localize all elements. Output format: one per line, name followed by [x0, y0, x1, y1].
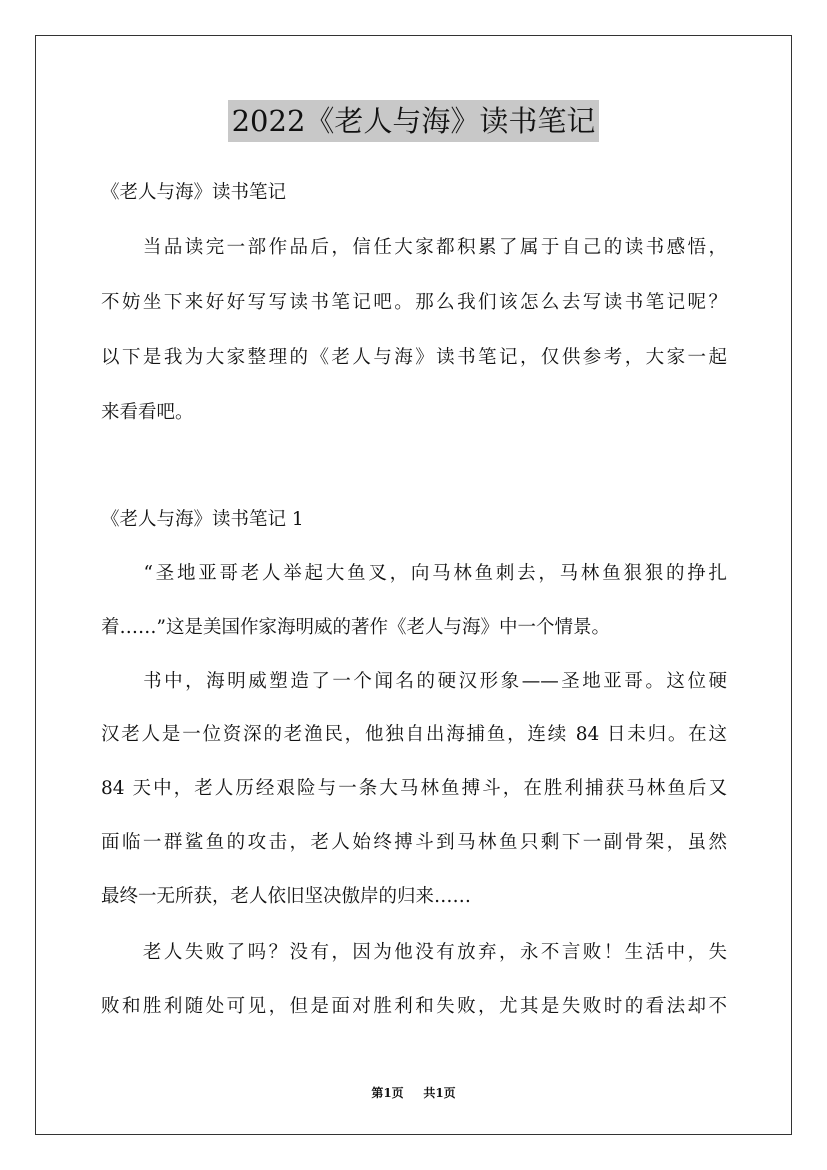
paragraph-line: 老人失败了吗？没有，因为他没有放弃，永不言败！生活中，失 — [101, 942, 727, 963]
paragraph-line: 着……”这是美国作家海明威的著作《老人与海》中一个情景。 — [101, 617, 610, 638]
page-total: 共1页 — [423, 1086, 456, 1100]
paragraph-line: 面临一群鲨鱼的攻击，老人始终搏斗到马林鱼只剩下一副骨架，虽然 — [101, 832, 727, 853]
page-number: 第1页 — [371, 1086, 404, 1100]
section-heading: 《老人与海》读书笔记 1 — [101, 509, 304, 530]
paragraph-line: 84 天中，老人历经艰险与一条大马林鱼搏斗，在胜利捕获马林鱼后又 — [101, 778, 727, 799]
paragraph-line: 汉老人是一位资深的老渔民，他独自出海捕鱼，连续 84 日未归。在这 — [101, 724, 727, 745]
paragraph-line: 以下是我为大家整理的《老人与海》读书笔记，仅供参考，大家一起 — [101, 347, 727, 368]
paragraph-line: 不妨坐下来好好写写读书笔记吧。那么我们该怎么去写读书笔记呢？ — [101, 292, 727, 313]
paragraph-line: 当品读完一部作品后，信任大家都积累了属于自己的读书感悟， — [101, 237, 727, 258]
paragraph-line: 最终一无所获，老人依旧坚决傲岸的归来…… — [101, 886, 472, 907]
section-heading: 《老人与海》读书笔记 — [101, 182, 287, 203]
page-footer — [0, 1085, 827, 1101]
title-container — [0, 100, 827, 142]
paragraph-line: 书中，海明威塑造了一个闻名的硬汉形象——圣地亚哥。这位硬 — [101, 671, 727, 692]
paragraph-line: “圣地亚哥老人举起大鱼叉，向马林鱼刺去，马林鱼狠狠的挣扎 — [101, 563, 727, 584]
document-title: 2022《老人与海》读书笔记 — [228, 100, 600, 142]
paragraph-line: 来看看吧。 — [101, 402, 194, 423]
paragraph-line: 败和胜利随处可见，但是面对胜利和失败，尤其是失败时的看法却不 — [101, 996, 727, 1017]
